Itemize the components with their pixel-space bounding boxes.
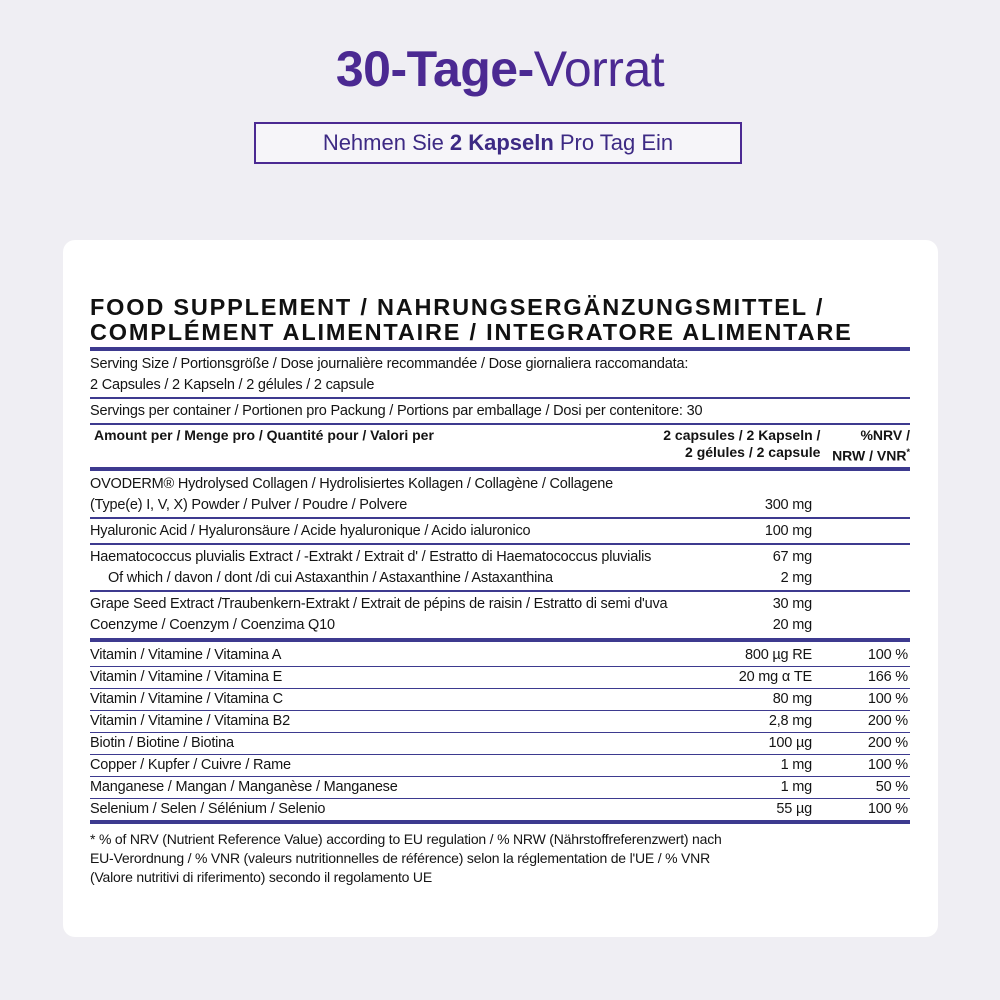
vitamin-name: Vitamin / Vitamine / Vitamina E [90,668,283,685]
vitamin-amount: 100 µg [768,734,812,751]
divider [90,423,910,425]
vitamin-nrv: 200 % [867,712,908,729]
serving-size-line-2: 2 Capsules / 2 Kapseln / 2 gélules / 2 capsule [90,377,375,393]
vitamin-nrv: 50 % [875,778,908,795]
table-row [90,733,910,755]
vitamin-name: Vitamin / Vitamine / Vitamina A [90,646,282,663]
title-light: Vorrat [533,41,665,97]
vitamin-table [90,645,910,824]
table-row [90,547,910,568]
serving-size-line-1: Serving Size / Portionsgröße / Dose journalière recommandée / Dose giornaliera raccomandata: [90,356,689,372]
divider [90,467,910,471]
astaxanthin-amount: 2 mg [780,569,812,586]
table-row [90,799,910,824]
grape-amount: 30 mg [772,595,812,612]
vitamin-amount: 55 µg [776,800,812,817]
vitamin-amount: 20 mg α TE [738,668,812,685]
coq10-name: Coenzyme / Coenzym / Coenzima Q10 [90,616,335,633]
haema-amount: 67 mg [772,548,812,565]
table-row [90,568,910,589]
vitamin-nrv: 100 % [867,690,908,707]
heading-line-1: FOOD SUPPLEMENT / NAHRUNGSERGÄNZUNGSMITTEL / [90,294,825,320]
vitamin-name: Copper / Kupfer / Cuivre / Rame [90,756,291,773]
footnote-line-1: * % of NRV (Nutrient Reference Value) according to EU regulation / % NRW (Nährstoffreferenzwert) nach [90,830,722,847]
vitamin-amount: 1 mg [780,756,812,773]
divider [90,590,910,592]
header-nrv [820,427,910,465]
title-bold: 30-Tage- [335,41,534,97]
table-row [90,615,910,636]
nrv-asterisk: * [906,447,910,457]
footnote-line-2: EU-Verordnung / % VNR (valeurs nutritionnelles de référence) selon la réglementation de l'UE / % VNR [90,849,710,866]
collagen-line-1: OVODERM® Hydrolysed Collagen / Hydrolisiertes Kollagen / Collagène / Collagene [90,475,613,492]
badge-post: Pro Tag Ein [559,130,674,155]
divider [90,397,910,399]
table-row [90,711,910,733]
collagen-line-2: (Type(e) I, V, X) Powder / Pulver / Poudre / Polvere [90,496,408,513]
footnote [90,830,910,887]
table-row [90,645,910,667]
header-capsules [604,427,821,465]
vitamin-nrv: 200 % [867,734,908,751]
table-header [90,427,910,465]
collagen-amount: 300 mg [764,496,812,513]
table-row [90,777,910,799]
header-nrv-line-1: %NRV / [860,427,910,443]
table-row [90,689,910,711]
table-row [90,521,910,542]
vitamin-name: Manganese / Mangan / Manganèse / Manganese [90,778,398,795]
divider [90,638,910,642]
table-row [90,495,910,516]
dosage-badge [254,122,742,164]
vitamin-nrv: 100 % [867,646,908,663]
footnote-line-3: (Valore nutritivi di riferimento) secondo il regolamento UE [90,868,432,885]
vitamin-amount: 1 mg [780,778,812,795]
vitamin-name: Biotin / Biotine / Biotina [90,734,234,751]
hyaluronic-name: Hyaluronic Acid / Hyaluronsäure / Acide hyaluronique / Acido ialuronico [90,522,531,539]
header-capsules-line-1: 2 capsules / 2 Kapseln / [663,427,821,443]
servings-per-container: Servings per container / Portionen pro Packung / Portions par emballage / Dosi per contenitore: 30 [90,403,703,419]
vitamin-amount: 80 mg [772,690,812,707]
coq10-amount: 20 mg [772,616,812,633]
astaxanthin-name: Of which / davon / dont /di cui Astaxanthin / Astaxanthine / Astaxanthina [108,569,553,586]
header-nrv-line-2: NRW / VNR* [832,447,910,464]
vitamin-nrv: 100 % [867,800,908,817]
header-capsules-line-2: 2 gélules / 2 capsule [685,444,821,460]
vitamin-name: Vitamin / Vitamine / Vitamina C [90,690,283,707]
vitamin-amount: 2,8 mg [768,712,812,729]
vitamin-amount: 800 µg RE [744,646,812,663]
supplement-facts-panel [90,295,910,887]
divider [90,543,910,545]
divider [90,347,910,351]
vitamin-nrv: 100 % [867,756,908,773]
grape-name: Grape Seed Extract /Traubenkern-Extrakt / Extrait de pépins de raisin / Estratto di semi d'uva [90,595,668,612]
vitamin-name: Vitamin / Vitamine / Vitamina B2 [90,712,290,729]
divider [90,517,910,519]
page-title [0,40,1000,98]
vitamin-name: Selenium / Selen / Sélénium / Selenio [90,800,326,817]
badge-bold: 2 Kapseln [449,130,554,155]
vitamin-nrv: 166 % [867,668,908,685]
haema-name: Haematococcus pluvialis Extract / -Extrakt / Extrait d' / Estratto di Haematococcus pluvialis [90,548,652,565]
table-row [90,755,910,777]
badge-pre: Nehmen Sie [322,130,444,155]
heading-line-2: COMPLÉMENT ALIMENTAIRE / INTEGRATORE ALIMENTARE [90,319,853,345]
table-row [90,594,910,615]
table-row [90,667,910,689]
hyaluronic-amount: 100 mg [764,522,812,539]
header-amount-per: Amount per / Menge pro / Quantité pour / Valori per [94,427,434,443]
